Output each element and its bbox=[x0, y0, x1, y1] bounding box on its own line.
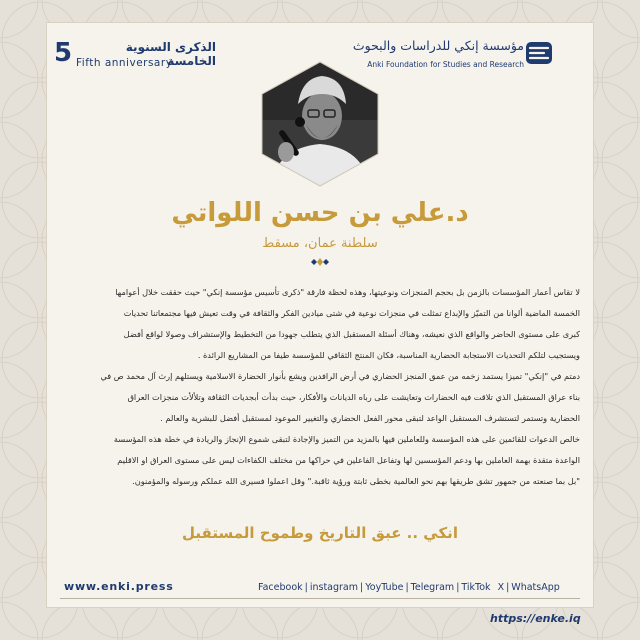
body-line: الحضارية وتستمر لتستشرف المستقبل الواعد لتبقى محور الفعل الحضاري والتغيير الموعود لمستقبل أفضل للبشرية والعالم . bbox=[160, 413, 580, 423]
site-url-link[interactable]: https://enke.iq bbox=[490, 612, 581, 625]
body-line: بناء عراق المستقبل الذي تلاقت فيه الحضارات وتعايشت على رباه الديانات والأفكار، حيث بدأت أبجديات الثقافة وتلألأت منجزات العراق bbox=[127, 392, 580, 402]
diamond-ornament-icon bbox=[305, 256, 335, 268]
anniversary-english: Fifth anniversary bbox=[76, 57, 173, 69]
anniversary-number: 5 bbox=[54, 38, 73, 68]
body-line: الواعدة متقدة بهمة العاملين بها ودعم المؤسسين لها وتفاعل الفاعلين في حراكها من مختلف الكفاءات ليس على مستوى العراق او الاقليم bbox=[117, 455, 580, 465]
person-name: د.علي بن حسن اللواتي bbox=[171, 198, 469, 228]
social-links: Facebook | instagram | YoyTube | Telegram | TikTok X | WhatsApp bbox=[258, 582, 560, 593]
anniversary-badge bbox=[54, 40, 214, 74]
body-line: كبرى على مستوى الحاضر والواقع الذي نعيشه، وهناك أسئلة المستقبل الذي يتطلب جهودا من التخطيط والإستشراف وصولا لواقع أفضل bbox=[123, 329, 580, 339]
body-line: خالص الدعوات للقائمين على هذه المؤسسة وللعاملين فيها بالمزيد من التميز والإجادة لتبقى شموع الإنجاز والريادة في خطة هذه المؤسسة bbox=[113, 434, 580, 444]
body-line: لا تقاس أعمار المؤسسات بالزمن بل بحجم المنجزات ونوعيتها، وهذه لحظة فارقة "ذكرى تأسيس مؤسسة إنكي" حيث حققت خلال أعوامها bbox=[115, 287, 580, 297]
body-line: ويستجيب لتلكم التحديات الاستجابة الحضارية المناسبة، فكان المنتج الثقافي للمؤسسة طيفا من المشاريع الرائدة . bbox=[197, 350, 580, 360]
body-line: دمتم في "إنكي" تميزا يستمد زخمه من عمق المنجز الحضاري في أرض الرافدين ويشع بأنوار الحضارة الاسلامية ويستلهم إرث آل محمد ص في bbox=[100, 371, 580, 381]
social-telegram[interactable]: Telegram bbox=[410, 582, 455, 593]
social-facebook[interactable]: Facebook bbox=[258, 582, 303, 593]
social-x[interactable]: X bbox=[497, 582, 505, 593]
message-body bbox=[60, 282, 580, 492]
footer-divider bbox=[60, 598, 580, 599]
social-whatsapp[interactable]: WhatsApp bbox=[511, 582, 560, 593]
org-name-arabic: مؤسسة إنكي للدراسات والبحوث bbox=[352, 38, 524, 53]
person-location: سلطنة عمان، مسقط bbox=[262, 236, 378, 251]
website-link[interactable]: www.enki.press bbox=[64, 580, 174, 593]
portrait-photo bbox=[256, 60, 384, 188]
body-line: "بل بما صنعته من جمهور تشق طريقها بهم نحو العالمية بخطى ثابتة ورؤية ثاقبة." وقل اعملوا فسيرى الله عملكم ورسوله والمؤمنون. bbox=[132, 476, 580, 486]
tagline: انكي .. عبق التاريخ وطموح المستقبل bbox=[182, 524, 458, 542]
social-tiktok[interactable]: TikTok bbox=[461, 582, 491, 593]
body-line: الخمسة الماضية ألوانا من التميّز والإبداع تمثلت في منجزات نوعية في شتى ميادين الفكر والثقافة في وقت تعيش فيها مجتمعاتنا تحديات bbox=[123, 308, 580, 318]
enki-logo-icon bbox=[524, 38, 554, 68]
anniversary-arabic: الذكرى السنوية الخامسة bbox=[125, 40, 216, 68]
organization-logo bbox=[352, 38, 590, 78]
org-name-english: Anki Foundation for Studies and Research bbox=[367, 60, 524, 69]
social-instagram[interactable]: instagram bbox=[309, 582, 359, 593]
social-youtube[interactable]: YoyTube bbox=[365, 582, 404, 593]
